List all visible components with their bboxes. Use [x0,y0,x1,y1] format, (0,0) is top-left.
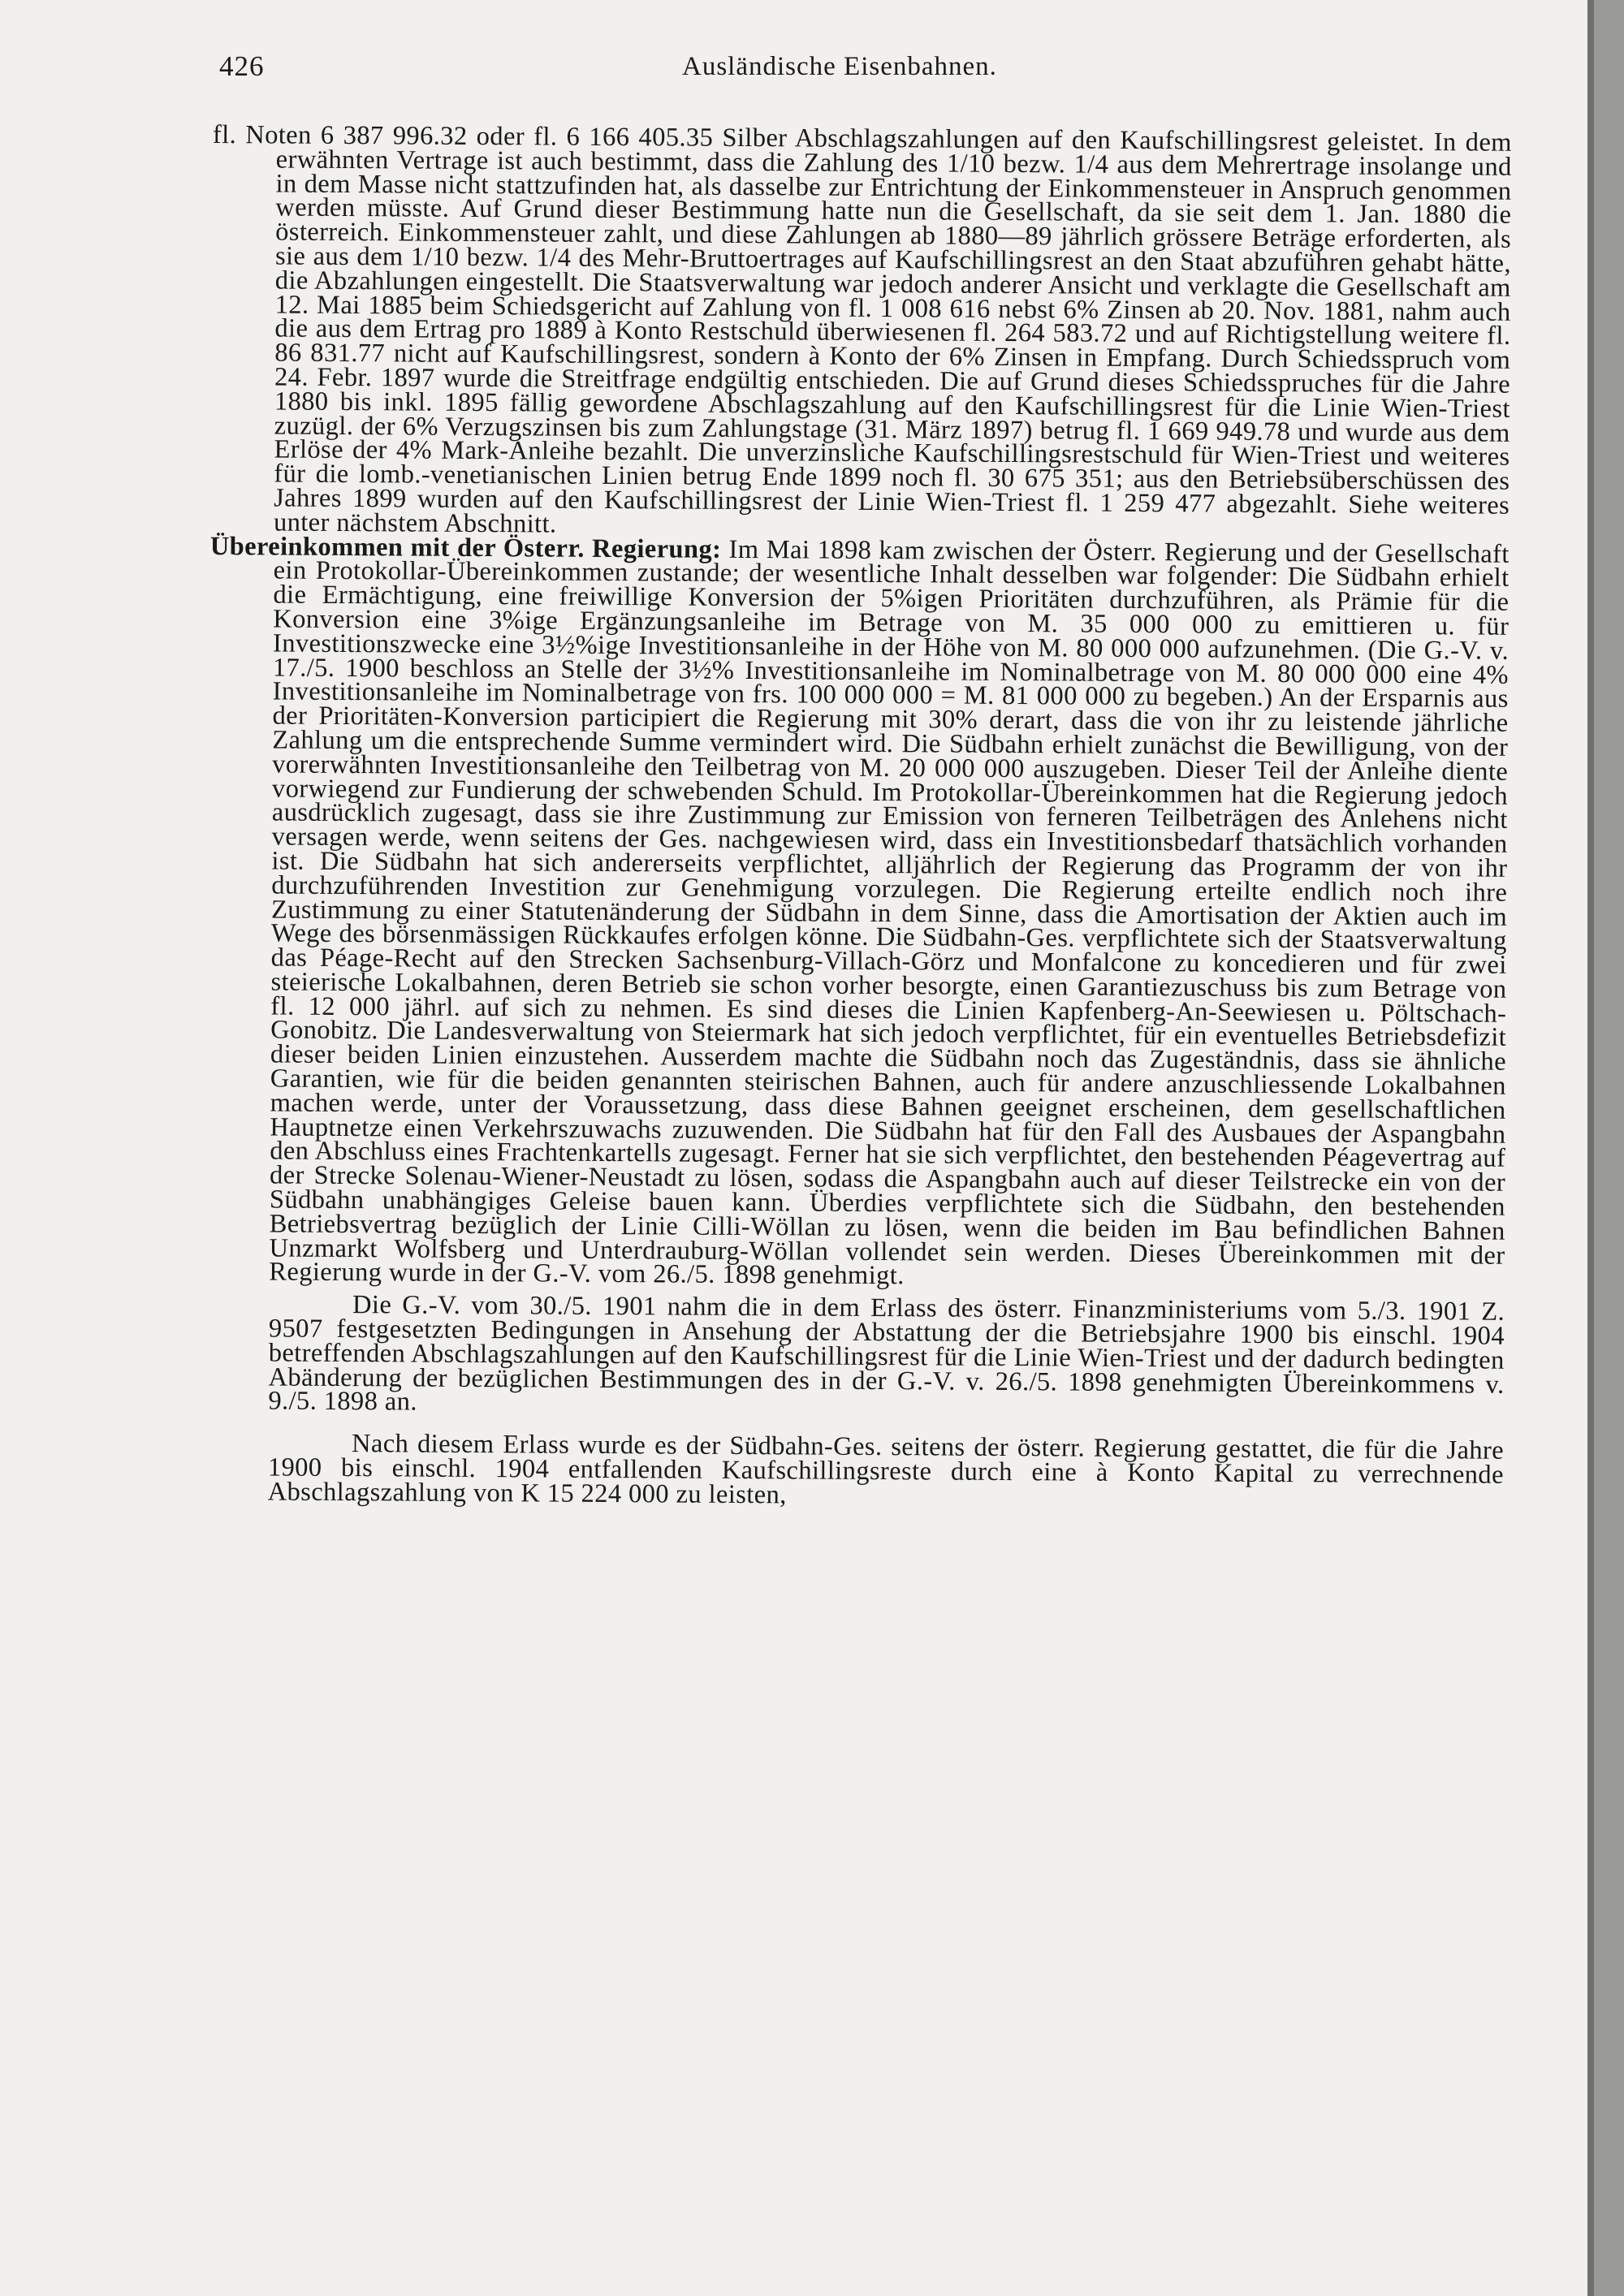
paragraph-erlass: Nach diesem Erlass wurde es der Südbahn-Ges. seitens der österr. Regierung gestattet, die für die Jahre 1900 bis einschl. 1904 entfallenden Kaufschillingsreste durch eine à Konto Kapital zu verrechnende Abschlagszahlung von K 15 224 000 zu leisten, [267,1429,1505,1510]
section-heading: Übereinkommen mit der Österr. Regierung: [209,531,722,564]
page-edge-shadow [1587,0,1624,2296]
paragraph-gv-1901: Die G.-V. vom 30./5. 1901 nahm die in dem Erlass des österr. Finanzministeriums vom 5./3. 1901 Z. 9507 festgesetzten Bedingungen in Ansehung der Abstattung der die Betriebsjahre 1900 bis einschl. 1904 betreffenden Abschlagszahlungen auf den Kaufschillingsrest für die Linie Wien-Triest und der dadurch bedingten Abänderung der bezüglichen Bestimmungen des in der G.-V. v. 26./5. 1898 genehmigten Übereinkommens v. 9./5. 1898 an. [268,1290,1505,1418]
paragraph-uebereinkommen [205,531,1510,1293]
page-header [219,50,1518,91]
paragraph-uebereinkommen-text: Im Mai 1898 kam zwischen der Österr. Regierung und der Gesellschaft ein Protokollar-Übereinkommen zustande; der wesentliche Inhalt desselben war folgender: Die Südbahn erhielt die Ermächtigung, eine freiwillige Konversion der 5%igen Prioritäten durchzuführen, als Prämie für die Konversion eine 3%ige Ergänzungsanleihe im Betrage von M. 35 000 000 zu emittieren u. für Investitionszwecke eine 3½%ige Investitionsanleihe in der Höhe von M. 80 000 000 aufzunehmen. (Die G.-V. v. 17./5. 1900 beschloss an Stelle der 3½% Investitionsanleihe im Nominalbetrage von M. 80 000 000 eine 4% Investitionsanleihe im Nominalbetrage von frs. 100 000 000 = M. 81 000 000 zu begeben.) An der Ersparnis aus der Prioritäten-Konversion participiert die Regierung mit 30% derart, dass die von ihr zu leistende jährliche Zahlung um die entsprechende Summe vermindert wird. Die Südbahn erhielt zunächst die Bewilligung, von der vorerwähnten Investitionsanleihe den Teilbetrag von M. 20 000 000 auszugeben. Dieser Teil der Anleihe diente vorwiegend zur Fundierung der schwebenden Schuld. Im Protokollar-Übereinkommen hat die Regierung jedoch ausdrücklich zugesagt, dass sie ihre Zustimmung zur Emission von ferneren Teilbeträgen des Anlehens nicht versagen werde, wenn seitens der Ges. nachgewiesen wird, dass ein Investitionsbedarf thatsächlich vorhanden ist. Die Südbahn hat sich andererseits verpflichtet, alljährlich der Regierung das Programm der von ihr durchzuführenden Investition zur Genehmigung vorzulegen. Die Regierung erteilte endlich noch ihre Zustimmung zu einer Statutenänderung der Südbahn in dem Sinne, dass die Amortisation der Aktien auch im Wege des börsenmässigen Rückkaufes erfolgen könne. Die Südbahn-Ges. verpflichtete sich der Staatsverwaltung das Péage-Recht auf den Strecken Sachsenburg-Villach-Görz und Monfalcone zu koncedieren und für zwei steierische Lokalbahnen, deren Betrieb sie schon vorher besorgte, einen Garantiezuschuss bis zum Betrage von fl. 12 000 jährl. auf sich zu nehmen. Es sind dieses die Linien Kapfenberg-An-Seewiesen u. Pöltschach-Gonobitz. Die Landesverwaltung von Steiermark hat sich jedoch verpflichtet, für ein eventuelles Betriebsdefizit dieser beiden Linien einzustehen. Ausserdem machte die Südbahn noch das Zugeständnis, dass sie ähnliche Garantien, wie für die beiden genannten steirischen Bahnen, auch für andere anzuschliessende Lokalbahnen machen werde, unter der Voraussetzung, dass diese Bahnen geeignet erscheinen, dem gesellschaftlichen Hauptnetze einen Verkehrszuwachs zuzuwenden. Die Südbahn hat für den Fall des Ausbaues der Aspangbahn den Abschluss eines Frachtenkartells zugesagt. Ferner hat sie sich verpflichtet, den bestehenden Péagevertrag auf der Strecke Solenau-Wiener-Neustadt zu lösen, sodass die Aspangbahn auch auf dieser Teilstrecke ein von der Südbahn unabhängiges Geleise bauen kann. Überdies verpflichtete sich die Südbahn, den bestehenden Betriebsvertrag bezüglich der Linie Cilli-Wöllan zu lösen, wenn die beiden im Bau befindlichen Bahnen Unzmarkt Wolfsberg und Unterdrauburg-Wöllan vollendet sein werden. Dieses Übereinkommen mit der Regierung wurde in der G.-V. vom 26./5. 1898 genehmigt. [269,534,1510,1291]
paragraph-kaufschillingsrest: fl. Noten 6 387 996.32 oder fl. 6 166 405.35 Silber Abschlagszahlungen auf den Kaufschillingsrest geleistet. In dem erwähnten Vertrage ist auch bestimmt, dass die Zahlung des 1/10 bezw. 1/4 aus dem Mehrertrage insolange und in dem Masse nicht stattzufinden hat, als dasselbe zur Entrichtung der Einkommensteuer in Anspruch genommen werden müsste. Auf Grund dieser Bestimmung hatte nun die Gesellschaft, da sie seit dem 1. Jan. 1880 die österreich. Einkommensteuer zahlt, und diese Zahlungen ab 1880—89 jährlich grössere Beträge erforderten, als sie aus dem 1/10 bezw. 1/4 des Mehr-Bruttoertrages auf Kaufschillingsrest an den Staat abzuführen gehabt hätte, die Abzahlungen eingestellt. Die Staatsverwaltung war jedoch anderer Ansicht und verklagte die Gesellschaft am 12. Mai 1885 beim Schiedsgericht auf Zahlung von fl. 1 008 616 nebst 6% Zinsen ab 20. Nov. 1881, nahm auch die aus dem Ertrag pro 1889 à Konto Restschuld überwiesenen fl. 264 583.72 und auf Richtigstellung weitere fl. 86 831.77 nicht auf Kaufschillingsrest, sondern à Konto der 6% Zinsen in Empfang. Durch Schiedsspruch vom 24. Febr. 1897 wurde die Streitfrage endgültig entschieden. Die auf Grund dieses Schiedsspruches für die Jahre 1880 bis inkl. 1895 fällig gewordene Abschlagszahlung auf den Kaufschillingsrest für die Linie Wien-Triest zuzügl. der 6% Verzugszinsen bis zum Zahlungstage (31. März 1897) betrug fl. 1 669 949.78 und wurde aus dem Erlöse der 4% Mark-Anleihe bezahlt. Die unverzinsliche Kaufschillingsrestschuld für Wien-Triest und weiteres für die lomb.-venetianischen Linien betrug Ende 1899 noch fl. 30 675 351; aus den Betriebsüberschüssen des Jahres 1899 wurden auf den Kaufschillingsrest der Linie Wien-Triest fl. 1 259 477 abgezahlt. Siehe weiteres unter nächstem Abschnitt. [212,120,1512,539]
running-title: Ausländische Eisenbahnen. [682,52,997,81]
page-number: 426 [219,50,265,82]
body-text [205,120,1512,1512]
